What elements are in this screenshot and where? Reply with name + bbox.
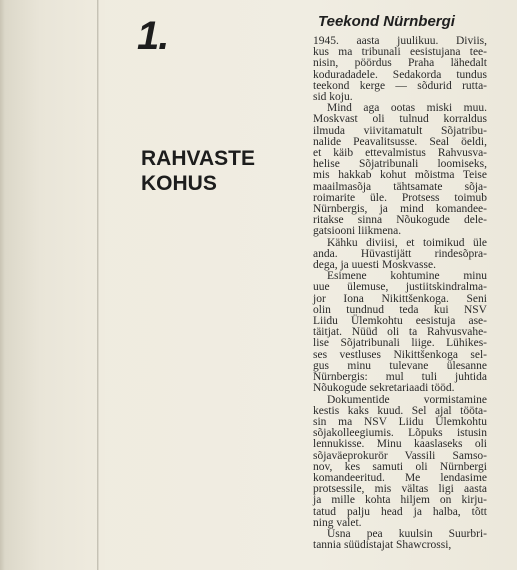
text-line: sin ma NSV Liidu Ülemkohtu xyxy=(313,415,487,428)
text-line: teekond kerge — sõdurid rutta- xyxy=(313,79,487,92)
page-gutter xyxy=(0,0,105,570)
chapter-title-line-1: RAHVASTE xyxy=(141,147,255,170)
paragraph xyxy=(313,395,487,529)
text-line: roimarite üle. Protsess toimub xyxy=(313,191,487,204)
text-line: ses vestluses Nikittšenkoga sel- xyxy=(313,348,487,361)
text-line: maailmasõja tähtsamate sõja- xyxy=(313,180,487,193)
paragraph xyxy=(313,36,487,103)
paragraph xyxy=(313,529,487,551)
text-line: tatud palju head ja halba, tõtt xyxy=(313,505,487,518)
text-line: anda. Hüvastijätt rindesõpra- xyxy=(313,247,487,260)
text-line: uue ülemuse, justiitskindralma- xyxy=(313,281,487,294)
text-line: protsessile, mis vältas ligi aasta xyxy=(313,483,487,496)
paragraph xyxy=(313,271,487,394)
text-line: 1945. aasta juulikuu. Diviis, xyxy=(313,35,487,47)
text-line: koduradadele. Sedakorda tundus xyxy=(313,68,487,81)
text-line: Nürnbergis, ja mind komandee- xyxy=(313,203,487,216)
text-line: lennukisse. Minu kaaslaseks oli xyxy=(313,438,487,451)
text-line: gatsiooni liikmena. xyxy=(313,225,402,238)
chapter-title xyxy=(141,146,255,196)
text-line: Moskvast oli tulnud korraldus xyxy=(313,113,487,126)
text-line: täitjat. Nüüd oli ta Rahvusvahe- xyxy=(313,326,487,339)
text-line: Mind aga ootas miski muu. xyxy=(327,102,487,115)
text-line: nov, kes samuti oli Nürnbergi xyxy=(313,460,487,473)
text-line: tannia süüdistajat Shawcrossi, xyxy=(313,539,452,552)
paragraph xyxy=(313,103,487,237)
text-line: jor Iona Nikittšenkoga. Seni xyxy=(313,292,487,305)
text-line: Dokumentide vormistamine xyxy=(327,393,487,406)
paragraph xyxy=(313,238,487,272)
text-line: Kähku diviisi, et toimikud üle xyxy=(327,236,487,249)
section-heading: Teekond Nürnbergi xyxy=(318,13,455,30)
text-line: sid koju. xyxy=(313,91,353,104)
text-line: kestis kaks kuud. Sel ajal tööta- xyxy=(313,404,487,417)
text-line: Nõukogude sekretariaadi tööd. xyxy=(313,382,455,395)
text-line: nalide Peavalitsusse. Seal öeldi, xyxy=(313,135,487,148)
text-line: et käib ettevalmistus Rahvusva- xyxy=(313,147,487,160)
text-line: ja mille kohta hiljem on kirju- xyxy=(313,494,487,507)
chapter-title-line-2: KOHUS xyxy=(141,172,217,195)
text-line: kus ma tribunali eesistujana tee- xyxy=(313,46,487,59)
chapter-number: 1. xyxy=(137,14,169,58)
text-line: Nürnbergis: mul tuli juhtida xyxy=(313,371,487,384)
text-line: olin tundnud teda kui NSV xyxy=(313,303,487,316)
text-line: dega, ja uuesti Moskvasse. xyxy=(313,259,436,272)
text-line: komandeeritud. Me lendasime xyxy=(313,471,487,484)
text-line: sõjakolleegiumis. Lõpuks istusin xyxy=(313,427,487,440)
text-line: Liidu Ülemkohtu eesistuja ase- xyxy=(313,315,487,328)
text-line: ilmuda viivitamatult Sõjatribu- xyxy=(313,124,487,137)
text-line: mis hakkab kohut mõistma Teise xyxy=(313,169,487,182)
text-line: Esimene kohtumine minu xyxy=(327,270,487,283)
text-line: ning valet. xyxy=(313,516,362,529)
text-line: lise Sõjatribunali liige. Lühikes- xyxy=(313,337,487,350)
page-fold xyxy=(97,0,99,570)
text-line: sõjaväeprokurör Vassili Samso- xyxy=(313,449,487,462)
text-line: nisin, pöördus Praha lähedalt xyxy=(313,57,487,70)
text-line: Üsna pea kuulsin Suurbri- xyxy=(327,527,487,540)
text-line: gus minu tulevane ülesanne xyxy=(313,359,487,372)
text-line: helise Sõjatribunali loomiseks, xyxy=(313,158,487,171)
body-text xyxy=(313,36,487,551)
text-line: ritakse sinna Nõukogude dele- xyxy=(313,214,487,227)
